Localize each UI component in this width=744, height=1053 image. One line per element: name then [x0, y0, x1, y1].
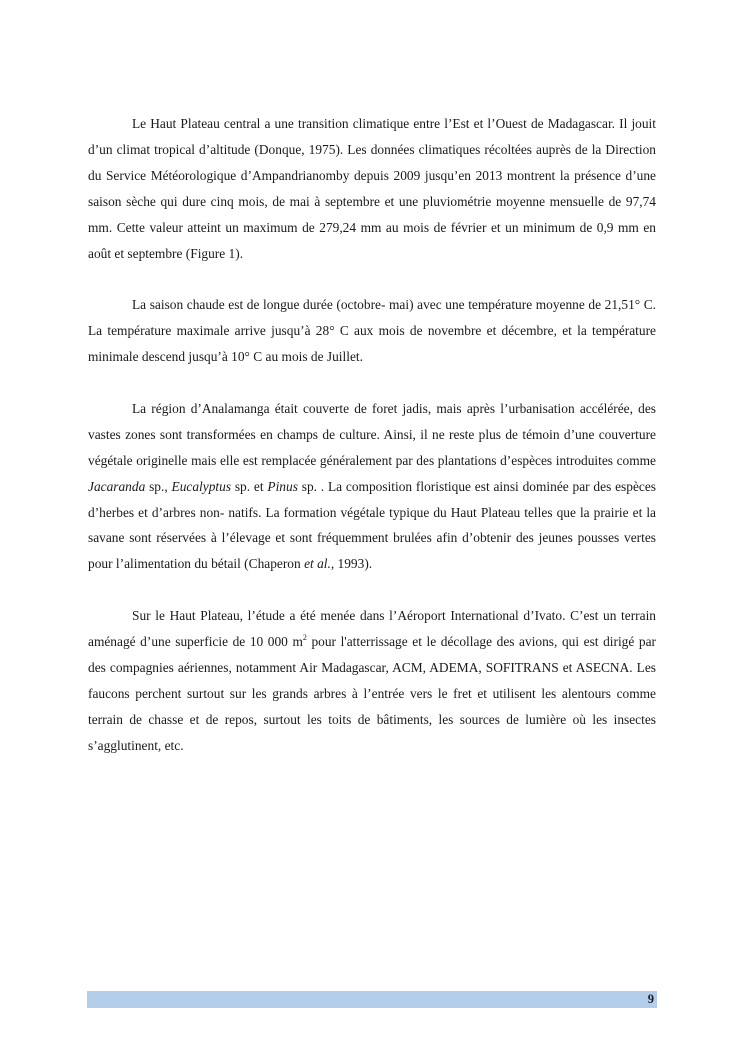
vegetation-text-4: sp. . La composition floristique est ainsi dominée par des espèces d’herbes et d’arbres non- natifs. La formation végétale typique du Haut Plateau telles que la prairie et la savane sont réservées à l’élevage et sont fréquemment brulées afin d’obtenir des jeunes pousses vertes pour l’alimentation du bétail (Chaperon [88, 478, 656, 572]
document-body [88, 111, 656, 759]
vegetation-text-2: sp., [145, 478, 172, 494]
area-unit-exponent: 2 [302, 633, 307, 643]
paragraph-study-site [88, 603, 656, 758]
genus-jacaranda: Jacaranda [88, 478, 146, 494]
paragraph-temperature: La saison chaude est de longue durée (octobre- mai) avec une température moyenne de 21,51° C. La température maximale arrive jusqu’à 28° C aux mois de novembre et décembre, et la température minimale descend jusqu’à 10° C au mois de Juillet. [88, 297, 656, 365]
citation-et-al: et al., [304, 556, 335, 572]
vegetation-text-1: La région d’Analamanga était couverte de foret jadis, mais après l’urbanisation accélérée, des vastes zones sont transformées en champs de culture. Ainsi, il ne reste plus de témoin d’une couverture végétale originelle mais elle est remplacée généralement par des plantations d’espèces introduites comme [88, 400, 656, 468]
study-site-text-1: Sur le Haut Plateau, l’étude a été menée dans l’Aéroport International d’Ivato. C’est un terrain aménagé d’une superficie de 10 000 m [88, 608, 656, 650]
vegetation-text-3: sp. et [231, 478, 268, 494]
genus-pinus: Pinus [267, 478, 298, 494]
genus-eucalyptus: Eucalyptus [171, 478, 232, 494]
study-site-text-2: pour l'atterrissage et le décollage des avions, qui est dirigé par des compagnies aériennes, notamment Air Madagascar, ACM, ADEMA, SOFITRANS et ASECNA. Les faucons perchent surtout sur les grands arbres à l’entrée vers le fret et utilisent les alentours comme terrain de chasse et de repos, surtout les toits de bâtiments, les sources de lumière où les insectes s’agglutinent, etc. [88, 634, 656, 753]
footer-bar [87, 991, 657, 1008]
vegetation-text-5: 1993). [334, 556, 373, 572]
paragraph-vegetation [88, 396, 656, 577]
page-number: 9 [647, 992, 654, 1006]
paragraph-climate: Le Haut Plateau central a une transition climatique entre l’Est et l’Ouest de Madagascar. Il jouit d’un climat tropical d’altitude (Donque, 1975). Les données climatiques récoltées auprès de la Direction du Service Météorologique d’Ampandrianomby depuis 2009 jusqu’en 2013 montrent la présence d’une saison sèche qui dure cinq mois, de mai à septembre et une pluviométrie moyenne mensuelle de 97,74 mm. Cette valeur atteint un maximum de 279,24 mm au mois de février et un minimum de 0,9 mm en août et septembre (Figure 1). [88, 116, 656, 261]
